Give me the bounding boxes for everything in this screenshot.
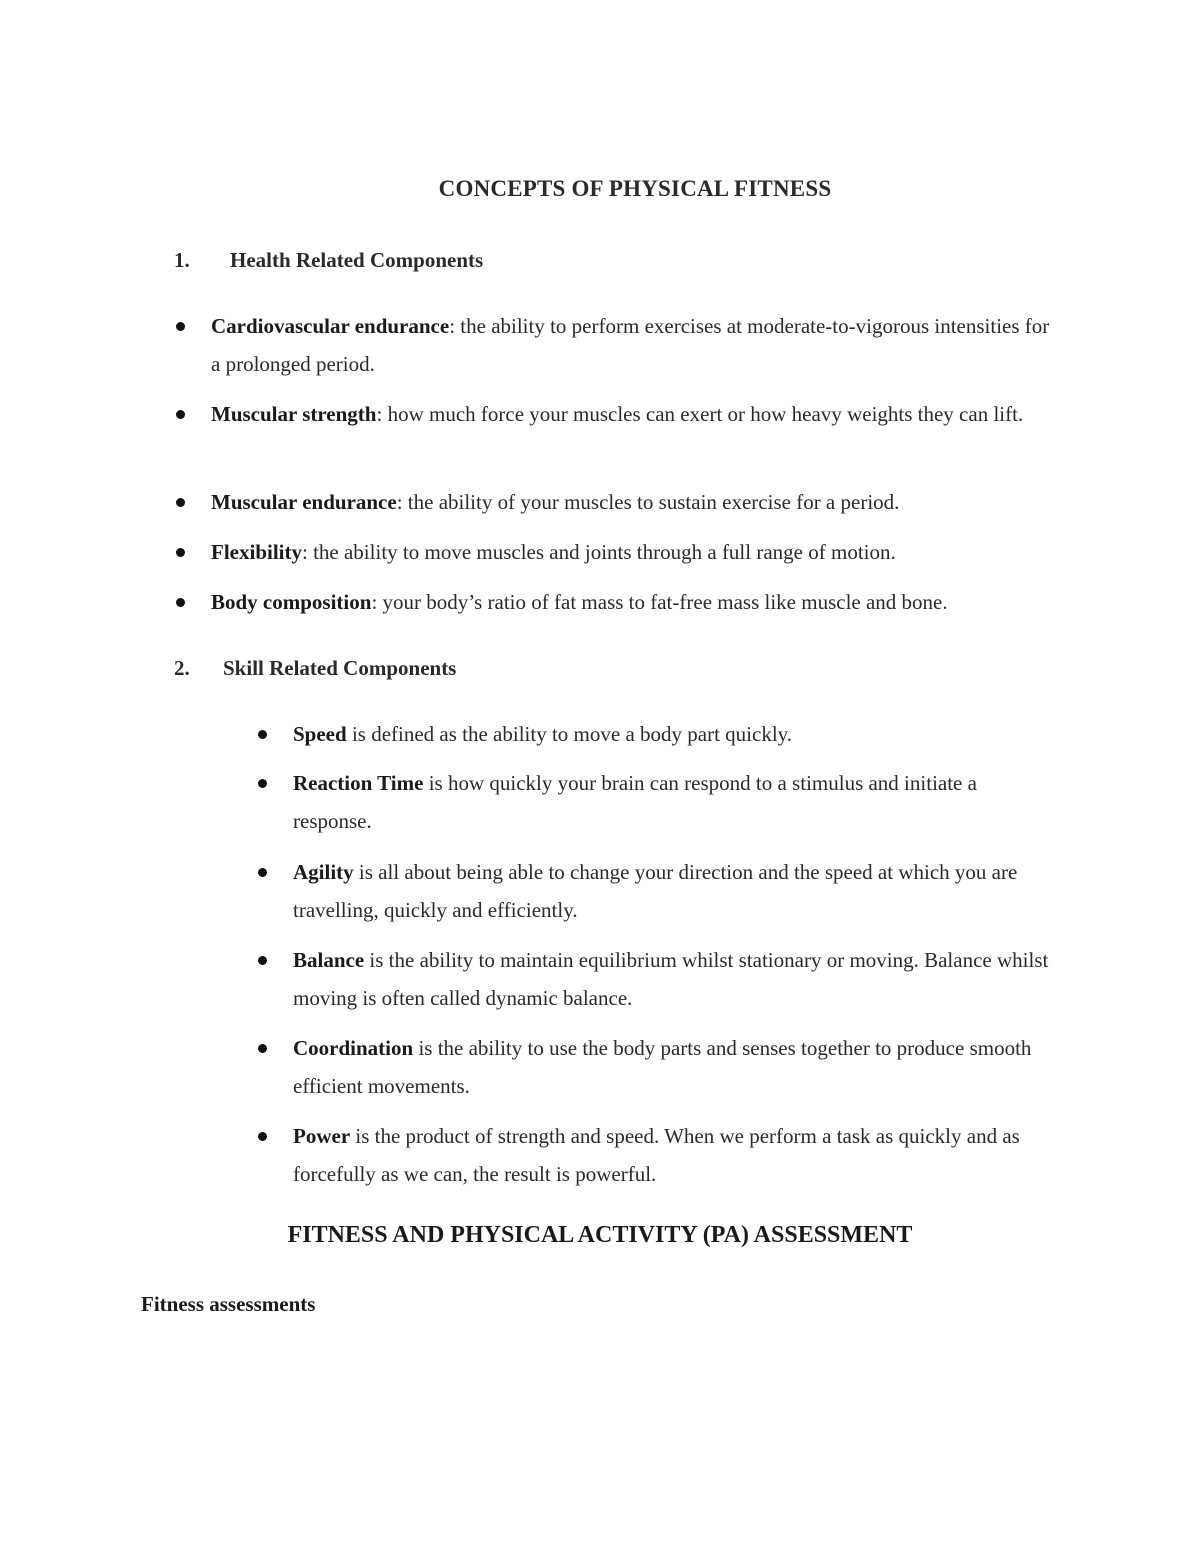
list-item-text: [174, 583, 1064, 621]
term: Muscular endurance: [211, 490, 397, 514]
description: is the ability to maintain equilibrium whilst stationary or moving. Balance whilst moving is often called dynamic balance.: [293, 948, 1049, 1010]
list-item-text: [256, 853, 1056, 929]
description: : how much force your muscles can exert or how heavy weights they can lift.: [376, 402, 1024, 426]
description: is all about being able to change your direction and the speed at which you are travelling, quickly and efficiently.: [293, 860, 1018, 922]
term: Muscular strength: [211, 402, 377, 426]
term: Speed: [293, 722, 347, 746]
list-item-text: [256, 941, 1056, 1017]
assessment-subheading: Fitness assessments: [141, 1292, 316, 1316]
description: : your body’s ratio of fat mass to fat-free mass like muscle and bone.: [371, 590, 948, 614]
bullet-icon: [258, 868, 267, 877]
list-item-text: [256, 1117, 1056, 1193]
term: Reaction Time: [293, 771, 424, 795]
description: is defined as the ability to move a body part quickly.: [346, 722, 793, 746]
term: Balance: [293, 948, 365, 972]
bullet-icon: [176, 598, 185, 607]
section-number: 1.: [174, 248, 190, 272]
list-item-text: [256, 715, 1056, 753]
list-item: [256, 715, 1056, 753]
bullet-icon: [176, 548, 185, 557]
bullet-icon: [176, 410, 185, 419]
description: is the ability to use the body parts and senses together to produce smooth efficient movements.: [293, 1036, 1032, 1098]
section-number: 2.: [174, 656, 190, 680]
section-title: Health Related Components: [230, 248, 484, 272]
term: Agility: [293, 860, 354, 884]
list-item: [256, 764, 1056, 840]
description: is the product of strength and speed. When we perform a task as quickly and as forcefully as we can, the result is powerful.: [293, 1124, 1020, 1186]
bullet-icon: [258, 779, 267, 788]
list-item-text: [174, 307, 1054, 383]
list-item: [256, 1029, 1056, 1105]
term: Body composition: [211, 590, 372, 614]
list-item-text: [174, 533, 1054, 571]
list-item: [256, 853, 1056, 929]
term: Flexibility: [211, 540, 302, 564]
list-item: [256, 941, 1056, 1017]
description: : the ability to perform exercises at moderate-to-vigorous intensities for a prolonged period.: [211, 314, 1050, 376]
list-item-text: [174, 395, 1054, 433]
term: Cardiovascular endurance: [211, 314, 450, 338]
bullet-icon: [176, 498, 185, 507]
term: Power: [293, 1124, 351, 1148]
description: is how quickly your brain can respond to a stimulus and initiate a response.: [293, 771, 977, 833]
term: Coordination: [293, 1036, 414, 1060]
list-item: [174, 483, 1054, 521]
list-item: [174, 307, 1054, 383]
bullet-icon: [258, 730, 267, 739]
bullet-icon: [258, 1132, 267, 1141]
list-item-text: [256, 764, 1056, 840]
list-item-text: [174, 483, 1054, 521]
description: : the ability of your muscles to sustain exercise for a period.: [396, 490, 900, 514]
list-item: [174, 533, 1054, 571]
bullet-icon: [176, 322, 185, 331]
section-title: Skill Related Components: [223, 656, 457, 680]
description: : the ability to move muscles and joints through a full range of motion.: [302, 540, 896, 564]
assessment-title: FITNESS AND PHYSICAL ACTIVITY (PA) ASSESSMENT: [287, 1222, 913, 1248]
bullet-icon: [258, 1044, 267, 1053]
list-item: [174, 583, 1064, 621]
bullet-icon: [258, 956, 267, 965]
list-item: [174, 395, 1054, 433]
list-item: [256, 1117, 1056, 1193]
document-title: CONCEPTS OF PHYSICAL FITNESS: [438, 176, 832, 201]
list-item-text: [256, 1029, 1056, 1105]
